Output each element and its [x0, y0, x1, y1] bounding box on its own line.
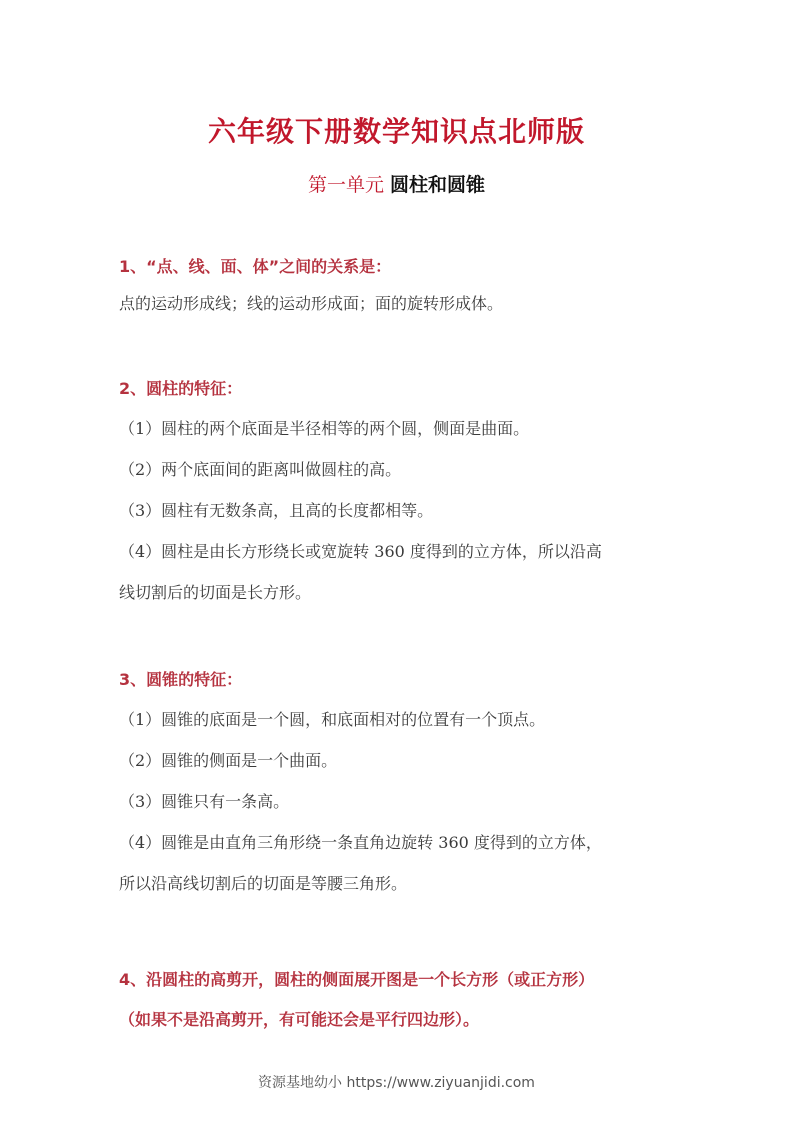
- section-2-body: [119, 408, 679, 613]
- section-1-heading: 1、“点、线、面、体”之间的关系是：: [119, 257, 392, 276]
- section-2-heading: 2、圆柱的特征：: [119, 379, 243, 398]
- section-2-line: 线切割后的切面是长方形。: [119, 583, 312, 602]
- section-1-line: 点的运动形成线；线的运动形成面；面的旋转形成体。: [119, 294, 504, 313]
- section-3-line: （4）圆锥是由直角三角形绕一条直角边旋转 360 度得到的立方体，: [119, 833, 602, 852]
- section-1-body: [119, 283, 679, 324]
- section-4-heading: [119, 960, 689, 1040]
- section-4-heading-line: （如果不是沿高剪开，有可能还会是平行四边形）。: [119, 1010, 480, 1029]
- section-2-line: （1）圆柱的两个底面是半径相等的两个圆，侧面是曲面。: [119, 419, 530, 438]
- section-3-line: （3）圆锥只有一条高。: [119, 792, 290, 811]
- section-2-line: （3）圆柱有无数条高，且高的长度都相等。: [119, 501, 434, 520]
- page-footer: 资源基地幼小 https://www.ziyuanjidi.com: [258, 1075, 535, 1091]
- section-3-line: （1）圆锥的底面是一个圆，和底面相对的位置有一个顶点。: [119, 710, 546, 729]
- unit-name: 圆柱和圆锥: [390, 174, 486, 196]
- page-title: 六年级下册数学知识点北师版: [207, 115, 585, 148]
- section-3-body: [119, 699, 679, 904]
- section-2-line: （4）圆柱是由长方形绕长或宽旋转 360 度得到的立方体，所以沿高: [119, 542, 602, 561]
- section-3-heading: 3、圆锥的特征：: [119, 670, 243, 689]
- section-3-line: （2）圆锥的侧面是一个曲面。: [119, 751, 338, 770]
- unit-subtitle: [0, 170, 793, 197]
- unit-number: 第一单元: [307, 174, 384, 196]
- section-3-line: 所以沿高线切割后的切面是等腰三角形。: [119, 874, 408, 893]
- section-4-heading-line: 4、沿圆柱的高剪开，圆柱的侧面展开图是一个长方形（或正方形）: [119, 970, 595, 989]
- section-2-line: （2）两个底面间的距离叫做圆柱的高。: [119, 460, 402, 479]
